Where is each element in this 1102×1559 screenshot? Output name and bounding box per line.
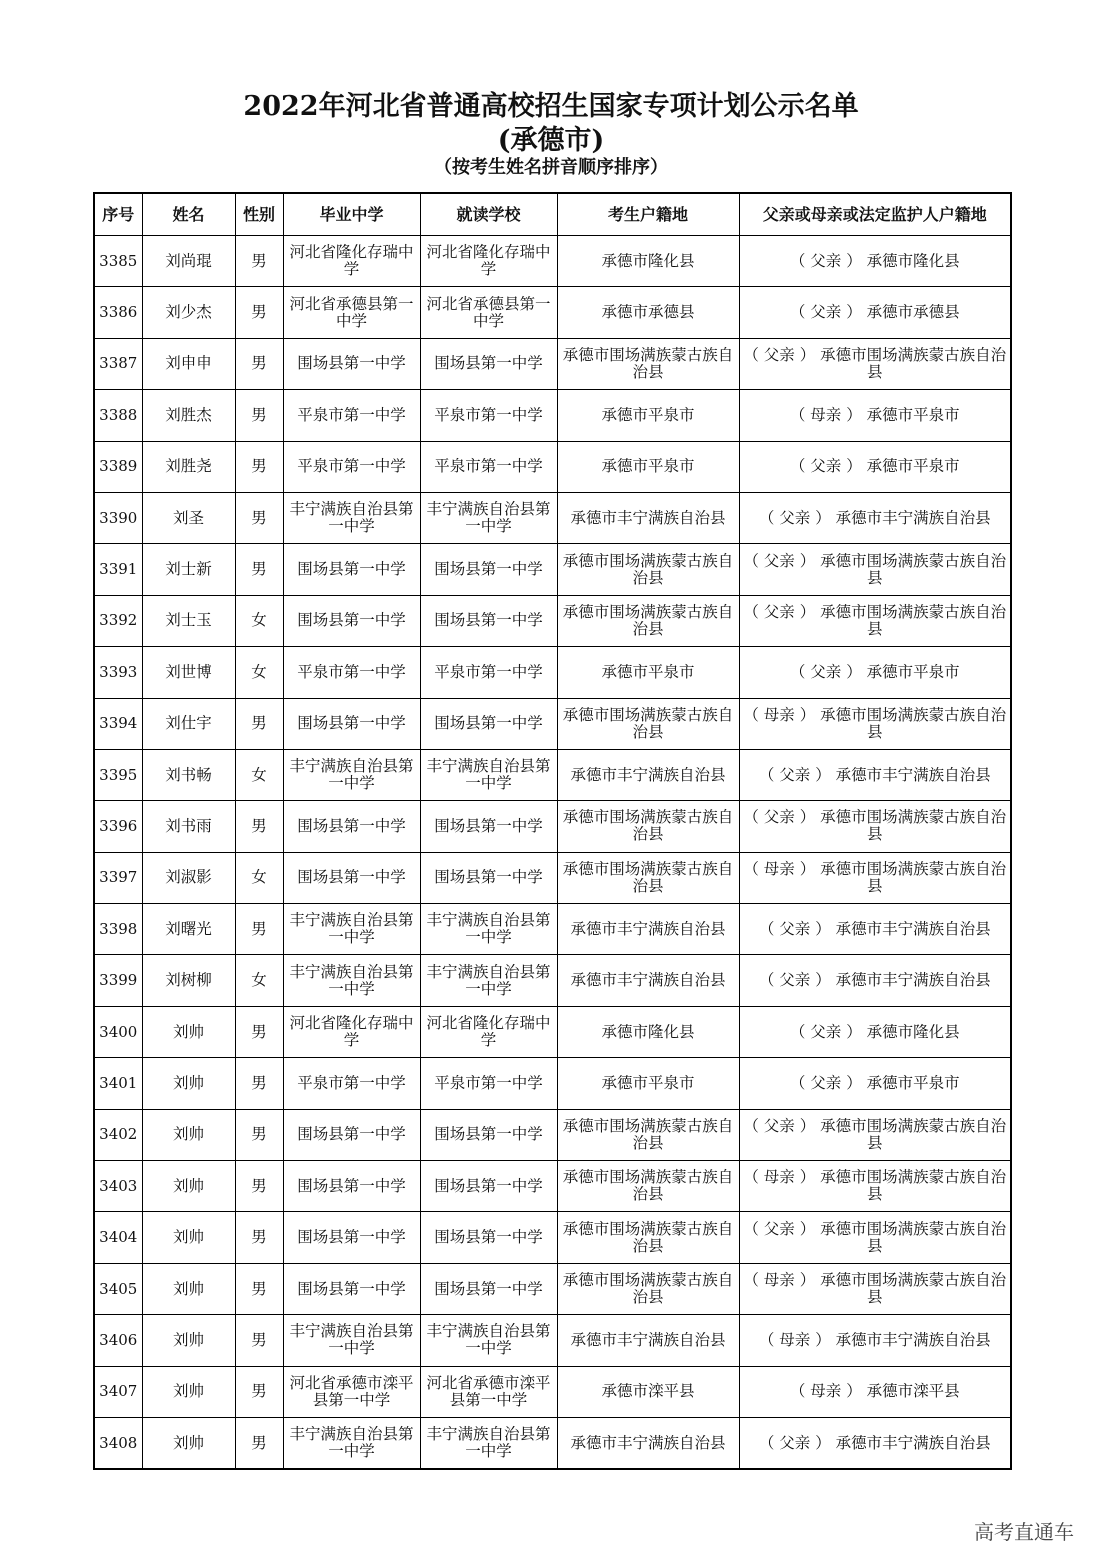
- table-row: [94, 749, 1011, 800]
- cell-gender: 男: [235, 441, 283, 492]
- cell-household: 承德市丰宁满族自治县: [557, 749, 739, 800]
- cell-gender: 男: [235, 801, 283, 852]
- cell-household: 承德市围场满族蒙古族自治县: [557, 1109, 739, 1160]
- cell-index: 3392: [94, 595, 142, 646]
- cell-current-school: 河北省承德县第一中学: [420, 287, 557, 338]
- cell-index: 3393: [94, 647, 142, 698]
- cell-graduated-school: 平泉市第一中学: [283, 1058, 420, 1109]
- roster-table: [93, 192, 1012, 1470]
- cell-name: 刘世博: [142, 647, 235, 698]
- cell-gender: 男: [235, 1212, 283, 1263]
- cell-graduated-school: 河北省隆化存瑞中学: [283, 236, 420, 287]
- cell-guardian-household: （ 父亲 ） 承德市隆化县: [739, 1006, 1011, 1057]
- cell-name: 刘书畅: [142, 749, 235, 800]
- cell-current-school: 丰宁满族自治县第一中学: [420, 1417, 557, 1469]
- cell-current-school: 围场县第一中学: [420, 544, 557, 595]
- col-header-guardian-household: 父亲或母亲或法定监护人户籍地: [739, 193, 1011, 236]
- cell-name: 刘树柳: [142, 955, 235, 1006]
- cell-guardian-household: （ 父亲 ） 承德市隆化县: [739, 236, 1011, 287]
- cell-current-school: 丰宁满族自治县第一中学: [420, 904, 557, 955]
- cell-graduated-school: 丰宁满族自治县第一中学: [283, 492, 420, 543]
- cell-gender: 女: [235, 595, 283, 646]
- cell-index: 3391: [94, 544, 142, 595]
- cell-guardian-household: （ 父亲 ） 承德市平泉市: [739, 647, 1011, 698]
- table-row: [94, 441, 1011, 492]
- table-row: [94, 801, 1011, 852]
- cell-index: 3403: [94, 1161, 142, 1212]
- cell-gender: 男: [235, 1058, 283, 1109]
- cell-index: 3398: [94, 904, 142, 955]
- table-row: [94, 1417, 1011, 1469]
- cell-index: 3388: [94, 390, 142, 441]
- cell-gender: 女: [235, 852, 283, 903]
- cell-current-school: 平泉市第一中学: [420, 1058, 557, 1109]
- cell-name: 刘帅: [142, 1315, 235, 1366]
- cell-index: 3399: [94, 955, 142, 1006]
- cell-graduated-school: 河北省承德市滦平县第一中学: [283, 1366, 420, 1417]
- table-row: [94, 492, 1011, 543]
- cell-index: 3386: [94, 287, 142, 338]
- cell-current-school: 平泉市第一中学: [420, 441, 557, 492]
- cell-name: 刘帅: [142, 1366, 235, 1417]
- table-header-row: [94, 193, 1011, 236]
- sort-note: （按考生姓名拼音顺序排序）: [434, 157, 668, 178]
- cell-index: 3404: [94, 1212, 142, 1263]
- cell-graduated-school: 平泉市第一中学: [283, 647, 420, 698]
- cell-graduated-school: 丰宁满族自治县第一中学: [283, 904, 420, 955]
- cell-current-school: 丰宁满族自治县第一中学: [420, 749, 557, 800]
- cell-graduated-school: 围场县第一中学: [283, 801, 420, 852]
- cell-gender: 男: [235, 1417, 283, 1469]
- cell-guardian-household: （ 母亲 ） 承德市围场满族蒙古族自治县: [739, 698, 1011, 749]
- col-header-graduated-school: 毕业中学: [283, 193, 420, 236]
- page-subtitle: (承德市): [497, 125, 605, 156]
- cell-name: 刘帅: [142, 1006, 235, 1057]
- cell-household: 承德市平泉市: [557, 441, 739, 492]
- cell-current-school: 围场县第一中学: [420, 338, 557, 389]
- cell-index: 3407: [94, 1366, 142, 1417]
- table-row: [94, 338, 1011, 389]
- cell-gender: 男: [235, 1315, 283, 1366]
- cell-gender: 男: [235, 287, 283, 338]
- cell-graduated-school: 围场县第一中学: [283, 1109, 420, 1160]
- cell-name: 刘帅: [142, 1058, 235, 1109]
- cell-graduated-school: 河北省承德县第一中学: [283, 287, 420, 338]
- col-header-current-school: 就读学校: [420, 193, 557, 236]
- cell-index: 3401: [94, 1058, 142, 1109]
- cell-household: 承德市丰宁满族自治县: [557, 1315, 739, 1366]
- cell-graduated-school: 丰宁满族自治县第一中学: [283, 749, 420, 800]
- cell-guardian-household: （ 父亲 ） 承德市围场满族蒙古族自治县: [739, 544, 1011, 595]
- cell-graduated-school: 围场县第一中学: [283, 698, 420, 749]
- cell-current-school: 围场县第一中学: [420, 1161, 557, 1212]
- cell-household: 承德市围场满族蒙古族自治县: [557, 338, 739, 389]
- cell-index: 3396: [94, 801, 142, 852]
- cell-graduated-school: 围场县第一中学: [283, 1263, 420, 1314]
- cell-name: 刘曙光: [142, 904, 235, 955]
- cell-household: 承德市围场满族蒙古族自治县: [557, 801, 739, 852]
- cell-graduated-school: 河北省隆化存瑞中学: [283, 1006, 420, 1057]
- cell-index: 3402: [94, 1109, 142, 1160]
- cell-graduated-school: 围场县第一中学: [283, 852, 420, 903]
- cell-graduated-school: 围场县第一中学: [283, 544, 420, 595]
- cell-current-school: 丰宁满族自治县第一中学: [420, 1315, 557, 1366]
- table-row: [94, 1212, 1011, 1263]
- cell-guardian-household: （ 父亲 ） 承德市丰宁满族自治县: [739, 955, 1011, 1006]
- cell-graduated-school: 丰宁满族自治县第一中学: [283, 955, 420, 1006]
- cell-guardian-household: （ 母亲 ） 承德市围场满族蒙古族自治县: [739, 1263, 1011, 1314]
- cell-index: 3390: [94, 492, 142, 543]
- cell-current-school: 围场县第一中学: [420, 1212, 557, 1263]
- cell-household: 承德市丰宁满族自治县: [557, 1417, 739, 1469]
- cell-guardian-household: （ 父亲 ） 承德市围场满族蒙古族自治县: [739, 801, 1011, 852]
- cell-name: 刘尚琨: [142, 236, 235, 287]
- table-row: [94, 1006, 1011, 1057]
- table-row: [94, 544, 1011, 595]
- table-row: [94, 1109, 1011, 1160]
- cell-guardian-household: （ 父亲 ） 承德市围场满族蒙古族自治县: [739, 338, 1011, 389]
- cell-household: 承德市围场满族蒙古族自治县: [557, 698, 739, 749]
- cell-current-school: 围场县第一中学: [420, 1263, 557, 1314]
- cell-name: 刘胜杰: [142, 390, 235, 441]
- cell-household: 承德市围场满族蒙古族自治县: [557, 1161, 739, 1212]
- table-row: [94, 904, 1011, 955]
- cell-name: 刘士玉: [142, 595, 235, 646]
- col-header-household: 考生户籍地: [557, 193, 739, 236]
- cell-graduated-school: 平泉市第一中学: [283, 390, 420, 441]
- cell-guardian-household: （ 母亲 ） 承德市滦平县: [739, 1366, 1011, 1417]
- cell-index: 3394: [94, 698, 142, 749]
- cell-index: 3385: [94, 236, 142, 287]
- col-header-gender: 性别: [235, 193, 283, 236]
- cell-graduated-school: 丰宁满族自治县第一中学: [283, 1417, 420, 1469]
- cell-guardian-household: （ 母亲 ） 承德市围场满族蒙古族自治县: [739, 852, 1011, 903]
- cell-graduated-school: 平泉市第一中学: [283, 441, 420, 492]
- cell-household: 承德市承德县: [557, 287, 739, 338]
- cell-gender: 男: [235, 1006, 283, 1057]
- cell-guardian-household: （ 父亲 ） 承德市丰宁满族自治县: [739, 492, 1011, 543]
- cell-household: 承德市滦平县: [557, 1366, 739, 1417]
- cell-index: 3387: [94, 338, 142, 389]
- cell-current-school: 围场县第一中学: [420, 1109, 557, 1160]
- cell-current-school: 围场县第一中学: [420, 801, 557, 852]
- cell-guardian-household: （ 母亲 ） 承德市围场满族蒙古族自治县: [739, 1161, 1011, 1212]
- cell-gender: 男: [235, 904, 283, 955]
- cell-guardian-household: （ 父亲 ） 承德市丰宁满族自治县: [739, 749, 1011, 800]
- cell-index: 3406: [94, 1315, 142, 1366]
- cell-current-school: 丰宁满族自治县第一中学: [420, 492, 557, 543]
- cell-household: 承德市平泉市: [557, 390, 739, 441]
- cell-household: 承德市围场满族蒙古族自治县: [557, 1263, 739, 1314]
- col-header-index: 序号: [94, 193, 142, 236]
- cell-gender: 男: [235, 492, 283, 543]
- cell-graduated-school: 丰宁满族自治县第一中学: [283, 1315, 420, 1366]
- cell-current-school: 平泉市第一中学: [420, 647, 557, 698]
- cell-gender: 男: [235, 1263, 283, 1314]
- cell-graduated-school: 围场县第一中学: [283, 595, 420, 646]
- cell-current-school: 河北省隆化存瑞中学: [420, 236, 557, 287]
- cell-household: 承德市隆化县: [557, 1006, 739, 1057]
- cell-graduated-school: 围场县第一中学: [283, 1212, 420, 1263]
- table-row: [94, 698, 1011, 749]
- cell-current-school: 丰宁满族自治县第一中学: [420, 955, 557, 1006]
- cell-gender: 男: [235, 390, 283, 441]
- table-row: [94, 647, 1011, 698]
- cell-gender: 男: [235, 698, 283, 749]
- cell-gender: 女: [235, 749, 283, 800]
- cell-guardian-household: （ 父亲 ） 承德市平泉市: [739, 1058, 1011, 1109]
- cell-gender: 男: [235, 236, 283, 287]
- cell-name: 刘帅: [142, 1263, 235, 1314]
- table-row: [94, 1058, 1011, 1109]
- cell-gender: 男: [235, 338, 283, 389]
- cell-gender: 女: [235, 647, 283, 698]
- cell-guardian-household: （ 父亲 ） 承德市围场满族蒙古族自治县: [739, 1212, 1011, 1263]
- cell-current-school: 围场县第一中学: [420, 698, 557, 749]
- cell-current-school: 河北省隆化存瑞中学: [420, 1006, 557, 1057]
- cell-guardian-household: （ 父亲 ） 承德市围场满族蒙古族自治县: [739, 595, 1011, 646]
- cell-name: 刘圣: [142, 492, 235, 543]
- cell-name: 刘士新: [142, 544, 235, 595]
- cell-name: 刘帅: [142, 1212, 235, 1263]
- col-header-name: 姓名: [142, 193, 235, 236]
- table-row: [94, 390, 1011, 441]
- cell-household: 承德市丰宁满族自治县: [557, 955, 739, 1006]
- table-row: [94, 852, 1011, 903]
- cell-gender: 男: [235, 1366, 283, 1417]
- table-row: [94, 1263, 1011, 1314]
- cell-index: 3395: [94, 749, 142, 800]
- cell-guardian-household: （ 父亲 ） 承德市丰宁满族自治县: [739, 1417, 1011, 1469]
- cell-current-school: 平泉市第一中学: [420, 390, 557, 441]
- cell-household: 承德市平泉市: [557, 647, 739, 698]
- cell-index: 3408: [94, 1417, 142, 1469]
- cell-household: 承德市丰宁满族自治县: [557, 904, 739, 955]
- watermark-text: 高考直通车: [974, 1520, 1074, 1544]
- cell-name: 刘帅: [142, 1161, 235, 1212]
- cell-household: 承德市围场满族蒙古族自治县: [557, 595, 739, 646]
- cell-index: 3405: [94, 1263, 142, 1314]
- cell-household: 承德市丰宁满族自治县: [557, 492, 739, 543]
- cell-index: 3389: [94, 441, 142, 492]
- cell-name: 刘仕宇: [142, 698, 235, 749]
- page-title: 2022年河北省普通高校招生国家专项计划公示名单: [243, 91, 859, 122]
- cell-guardian-household: （ 父亲 ） 承德市承德县: [739, 287, 1011, 338]
- cell-household: 承德市围场满族蒙古族自治县: [557, 852, 739, 903]
- cell-guardian-household: （ 父亲 ） 承德市平泉市: [739, 441, 1011, 492]
- cell-guardian-household: （ 父亲 ） 承德市丰宁满族自治县: [739, 904, 1011, 955]
- cell-gender: 男: [235, 1161, 283, 1212]
- cell-name: 刘帅: [142, 1109, 235, 1160]
- cell-current-school: 围场县第一中学: [420, 852, 557, 903]
- cell-household: 承德市围场满族蒙古族自治县: [557, 544, 739, 595]
- cell-household: 承德市围场满族蒙古族自治县: [557, 1212, 739, 1263]
- cell-index: 3400: [94, 1006, 142, 1057]
- cell-household: 承德市隆化县: [557, 236, 739, 287]
- cell-household: 承德市平泉市: [557, 1058, 739, 1109]
- table-row: [94, 595, 1011, 646]
- cell-name: 刘申申: [142, 338, 235, 389]
- cell-gender: 女: [235, 955, 283, 1006]
- cell-name: 刘书雨: [142, 801, 235, 852]
- cell-guardian-household: （ 父亲 ） 承德市围场满族蒙古族自治县: [739, 1109, 1011, 1160]
- cell-graduated-school: 围场县第一中学: [283, 1161, 420, 1212]
- cell-current-school: 围场县第一中学: [420, 595, 557, 646]
- cell-name: 刘帅: [142, 1417, 235, 1469]
- cell-name: 刘少杰: [142, 287, 235, 338]
- cell-current-school: 河北省承德市滦平县第一中学: [420, 1366, 557, 1417]
- table-row: [94, 1161, 1011, 1212]
- cell-name: 刘胜尧: [142, 441, 235, 492]
- table-row: [94, 1315, 1011, 1366]
- table-row: [94, 287, 1011, 338]
- table-row: [94, 236, 1011, 287]
- cell-gender: 男: [235, 1109, 283, 1160]
- cell-graduated-school: 围场县第一中学: [283, 338, 420, 389]
- cell-gender: 男: [235, 544, 283, 595]
- cell-index: 3397: [94, 852, 142, 903]
- table-row: [94, 1366, 1011, 1417]
- cell-guardian-household: （ 母亲 ） 承德市丰宁满族自治县: [739, 1315, 1011, 1366]
- table-row: [94, 955, 1011, 1006]
- cell-name: 刘淑影: [142, 852, 235, 903]
- cell-guardian-household: （ 母亲 ） 承德市平泉市: [739, 390, 1011, 441]
